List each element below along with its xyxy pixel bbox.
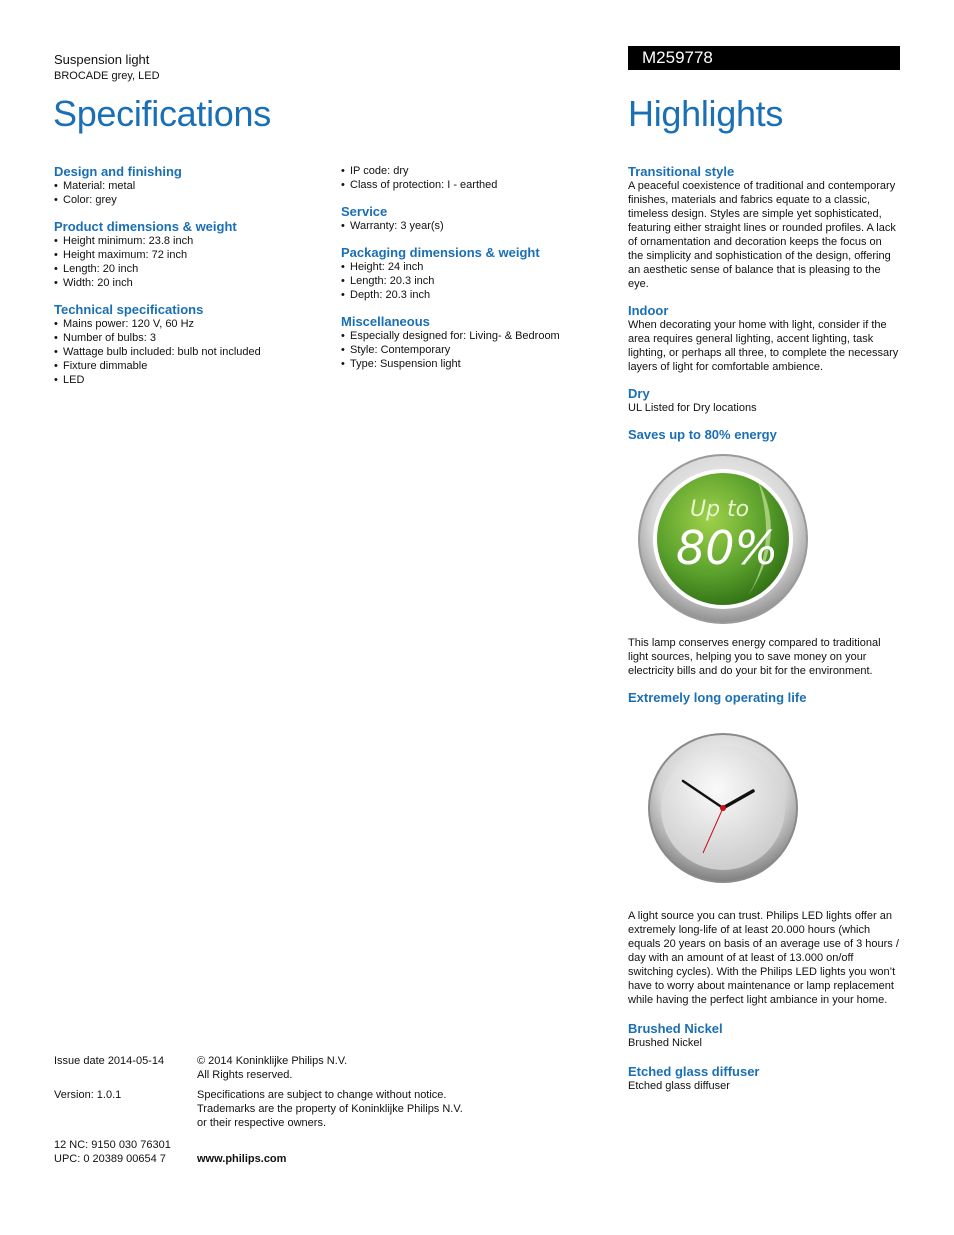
spec-item: • Length: 20 inch: [54, 262, 324, 276]
highlight-text: When decorating your home with light, consider if the area requires general lighting, accent lighting, task lighting, or perhaps all three, to complete the necessary layers of light for comfortable ambience.: [628, 319, 899, 373]
spec-item: • Especially designed for: Living- & Bedroom: [341, 329, 611, 343]
spec-item: • Fixture dimmable: [54, 359, 324, 373]
model-number-bar: M259778: [628, 46, 900, 70]
highlight-text: UL Listed for Dry locations: [628, 402, 757, 414]
spec-item: • Warranty: 3 year(s): [341, 219, 611, 233]
spec-item: • Height maximum: 72 inch: [54, 248, 324, 262]
notice-line-2: Trademarks are the property of Koninklijke Philips N.V.: [197, 1103, 463, 1115]
highlight-text: Etched glass diffuser: [628, 1080, 730, 1092]
spec-section-title: Product dimensions & weight: [54, 219, 237, 234]
upc-code: UPC: 0 20389 00654 7: [54, 1153, 166, 1165]
version: Version: 1.0.1: [54, 1089, 122, 1101]
highlight-title: Dry: [628, 386, 650, 401]
badge-percent: 80%: [676, 521, 779, 575]
spec-item: • Style: Contemporary: [341, 343, 611, 357]
clock-icon: [628, 713, 818, 903]
specifications-title: Specifications: [53, 93, 271, 134]
spec-item: • Material: metal: [54, 179, 324, 193]
highlight-title: Etched glass diffuser: [628, 1064, 760, 1079]
spec-column-2: [341, 164, 611, 371]
product-type: Suspension light: [54, 52, 150, 67]
product-subtitle: BROCADE grey, LED: [54, 70, 160, 82]
spec-item: • Width: 20 inch: [54, 276, 324, 290]
notice-line-3: or their respective owners.: [197, 1117, 326, 1129]
highlight-text: This lamp conserves energy compared to traditional light sources, helping you to save money on your electricity bills and do your bit for the environment.: [628, 637, 881, 677]
website-link[interactable]: www.philips.com: [197, 1153, 287, 1165]
spec-section-title: Miscellaneous: [341, 314, 430, 329]
copyright-line-1: © 2014 Koninklijke Philips N.V.: [197, 1055, 348, 1067]
spec-item: • Height minimum: 23.8 inch: [54, 234, 324, 248]
spec-item: • Height: 24 inch: [341, 260, 611, 274]
highlight-title: Brushed Nickel: [628, 1021, 723, 1036]
nc-code: 12 NC: 9150 030 76301: [54, 1139, 171, 1151]
highlights-title: Highlights: [628, 93, 784, 134]
spec-section-title: Packaging dimensions & weight: [341, 245, 540, 260]
highlight-title: Indoor: [628, 303, 669, 318]
highlight-text: A peaceful coexistence of traditional and contemporary finishes, materials and fabrics equate to a classic, timeless design. Styles are simple yet sophisticated, featuring either straight lines or rounded profiles. A lack of ornamentation and decoration keeps the focus on the simplicity and sophistication of the design, offering an aesthetic sense of balance that is pleasing to the eye.: [628, 180, 896, 290]
badge-up-to: Up to: [690, 497, 750, 522]
spec-item: • Wattage bulb included: bulb not included: [54, 345, 324, 359]
spec-item: • Number of bulbs: 3: [54, 331, 324, 345]
highlight-title: Saves up to 80% energy: [628, 427, 777, 442]
spec-section-title: Design and finishing: [54, 164, 182, 179]
spec-column-1: [54, 164, 324, 387]
highlight-title: Transitional style: [628, 164, 735, 179]
spec-item: • Color: grey: [54, 193, 324, 207]
spec-section-title: Technical specifications: [54, 302, 204, 317]
spec-item: • Type: Suspension light: [341, 357, 611, 371]
spec-item: • LED: [54, 373, 324, 387]
highlight-title: Extremely long operating life: [628, 690, 807, 705]
spec-section-title: Service: [341, 204, 388, 219]
energy-savings-badge-icon: [628, 446, 818, 636]
copyright-line-2: All Rights reserved.: [197, 1069, 293, 1081]
spec-item: • Mains power: 120 V, 60 Hz: [54, 317, 324, 331]
highlight-text: A light source you can trust. Philips LED lights offer an extremely long-life of at least 20.000 hours (which equals 20 years on basis of an average use of 3 hours / day with an amount of at least of 13.000 on/off switching cycles). With the Philips LED lights you won’t have to worry about maintenance or lamp replacement while having the perfect light ambiance in your home.: [628, 910, 899, 1006]
notice-line-1: Specifications are subject to change without notice.: [197, 1089, 447, 1101]
spec-item: • Length: 20.3 inch: [341, 274, 611, 288]
spec-item: • Class of protection: I - earthed: [341, 178, 611, 192]
issue-date: Issue date 2014-05-14: [54, 1055, 165, 1067]
spec-item: • Depth: 20.3 inch: [341, 288, 611, 302]
highlights-column: [628, 164, 900, 1093]
highlight-text: Brushed Nickel: [628, 1037, 702, 1049]
spec-item: • IP code: dry: [341, 164, 611, 178]
